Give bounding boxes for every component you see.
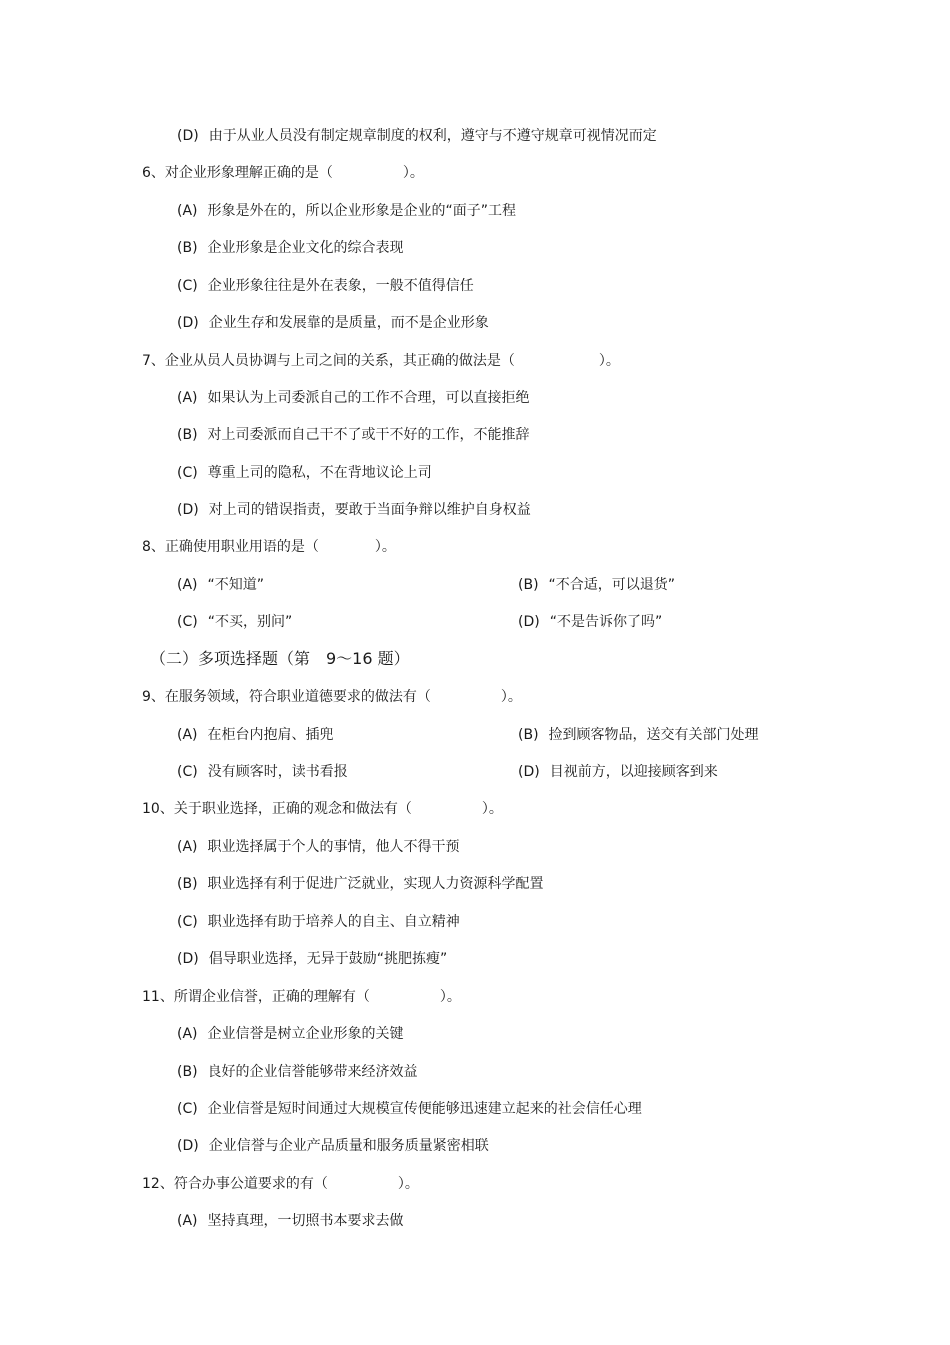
option-text: 对上司委派而自己干不了或干不好的工作，不能推辞 (207, 427, 530, 443)
option-label: (B) (177, 1064, 198, 1080)
question-line: 7、企业从员人员协调与上司之间的关系，其正确的做法是（ ）。 (142, 353, 620, 369)
option-label: (A) (177, 1213, 198, 1229)
option-text: 良好的企业信誉能够带来经济效益 (207, 1064, 418, 1080)
question-line: 9、在服务领域，符合职业道德要求的做法有（ ）。 (142, 689, 522, 705)
option-text: 职业选择有利于促进广泛就业，实现人力资源科学配置 (207, 876, 544, 892)
option-text: 坚持真理，一切照书本要求去做 (207, 1213, 404, 1229)
option-label: (D) (177, 1138, 199, 1154)
option-label: (B) (177, 876, 198, 892)
option-text: 职业选择属于个人的事情，他人不得干预 (207, 839, 460, 855)
option-line (177, 912, 460, 932)
option-text: 形象是外在的，所以企业形象是企业的“面子”工程 (207, 203, 517, 219)
option-line (177, 313, 489, 333)
option-label: (B) (518, 577, 539, 593)
option-label: (A) (177, 390, 198, 406)
option-line (177, 1099, 642, 1119)
option-line (518, 725, 759, 745)
option-line (177, 837, 460, 857)
option-line (177, 762, 348, 782)
option-line (177, 238, 404, 258)
option-label: (D) (177, 502, 199, 518)
option-line (177, 425, 530, 445)
option-label: (D) (177, 951, 199, 967)
option-label: (D) (518, 614, 540, 630)
option-label: (A) (177, 1026, 198, 1042)
option-text: 由于从业人员没有制定规章制度的权利，遵守与不遵守规章可视情况而定 (208, 128, 657, 144)
option-line (177, 500, 531, 520)
question-line: 11、所谓企业信誉，正确的理解有（ ）。 (142, 989, 461, 1005)
question-line: 10、关于职业选择，正确的观念和做法有（ ）。 (142, 801, 503, 817)
option-line (177, 575, 264, 595)
option-text: 企业形象往往是外在表象，一般不值得信任 (207, 278, 474, 294)
option-line (177, 126, 657, 146)
option-label: (A) (177, 577, 198, 593)
option-text: 尊重上司的隐私，不在背地议论上司 (207, 465, 432, 481)
option-text: 对上司的错误指责，要敢于当面争辩以维护自身权益 (208, 502, 531, 518)
option-text: “不知道” (207, 577, 265, 593)
section-heading: （二）多项选择题（第 9～16 题） (150, 649, 410, 668)
option-label: (C) (177, 278, 198, 294)
option-text: 企业形象是企业文化的综合表现 (207, 240, 404, 256)
option-label: (A) (177, 727, 198, 743)
option-text: “不买，别问” (207, 614, 293, 630)
option-label: (C) (177, 914, 198, 930)
question-line: 8、正确使用职业用语的是（ ）。 (142, 539, 396, 555)
option-text: 企业信誉是短时间通过大规模宣传便能够迅速建立起来的社会信任心理 (207, 1101, 642, 1117)
option-text: 在柜台内抱肩、插兜 (207, 727, 334, 743)
question-line: 6、对企业形象理解正确的是（ ）。 (142, 165, 424, 181)
option-line (177, 1211, 404, 1231)
option-line (518, 575, 675, 595)
option-text: 倡导职业选择，无异于鼓励“挑肥拣瘦” (208, 951, 448, 967)
option-text: 没有顾客时，读书看报 (207, 764, 348, 780)
option-label: (D) (177, 315, 199, 331)
option-line (518, 612, 662, 632)
option-text: 如果认为上司委派自己的工作不合理，可以直接拒绝 (207, 390, 530, 406)
option-line (177, 463, 432, 483)
option-label: (D) (518, 764, 540, 780)
option-text: 捡到顾客物品，送交有关部门处理 (548, 727, 759, 743)
option-line (177, 1062, 418, 1082)
option-line (177, 949, 447, 969)
option-text: “不合适，可以退货” (548, 577, 676, 593)
option-line (177, 1024, 404, 1044)
option-label: (D) (177, 128, 199, 144)
option-label: (C) (177, 1101, 198, 1117)
option-line (518, 762, 718, 782)
option-label: (B) (177, 240, 198, 256)
option-text: “不是告诉你了吗” (549, 614, 663, 630)
option-label: (C) (177, 614, 198, 630)
option-text: 企业信誉是树立企业形象的关键 (207, 1026, 404, 1042)
option-label: (A) (177, 839, 198, 855)
option-line (177, 725, 334, 745)
option-line (177, 276, 474, 296)
option-line (177, 388, 530, 408)
option-line (177, 874, 544, 894)
option-label: (B) (177, 427, 198, 443)
question-line: 12、符合办事公道要求的有（ ）。 (142, 1176, 419, 1192)
option-label: (C) (177, 465, 198, 481)
option-label: (B) (518, 727, 539, 743)
option-line (177, 612, 292, 632)
option-line (177, 1136, 489, 1156)
option-label: (C) (177, 764, 198, 780)
option-text: 企业生存和发展靠的是质量，而不是企业形象 (208, 315, 489, 331)
option-text: 职业选择有助于培养人的自主、自立精神 (207, 914, 460, 930)
option-label: (A) (177, 203, 198, 219)
option-line (177, 201, 516, 221)
option-text: 目视前方，以迎接顾客到来 (549, 764, 718, 780)
option-text: 企业信誉与企业产品质量和服务质量紧密相联 (208, 1138, 489, 1154)
